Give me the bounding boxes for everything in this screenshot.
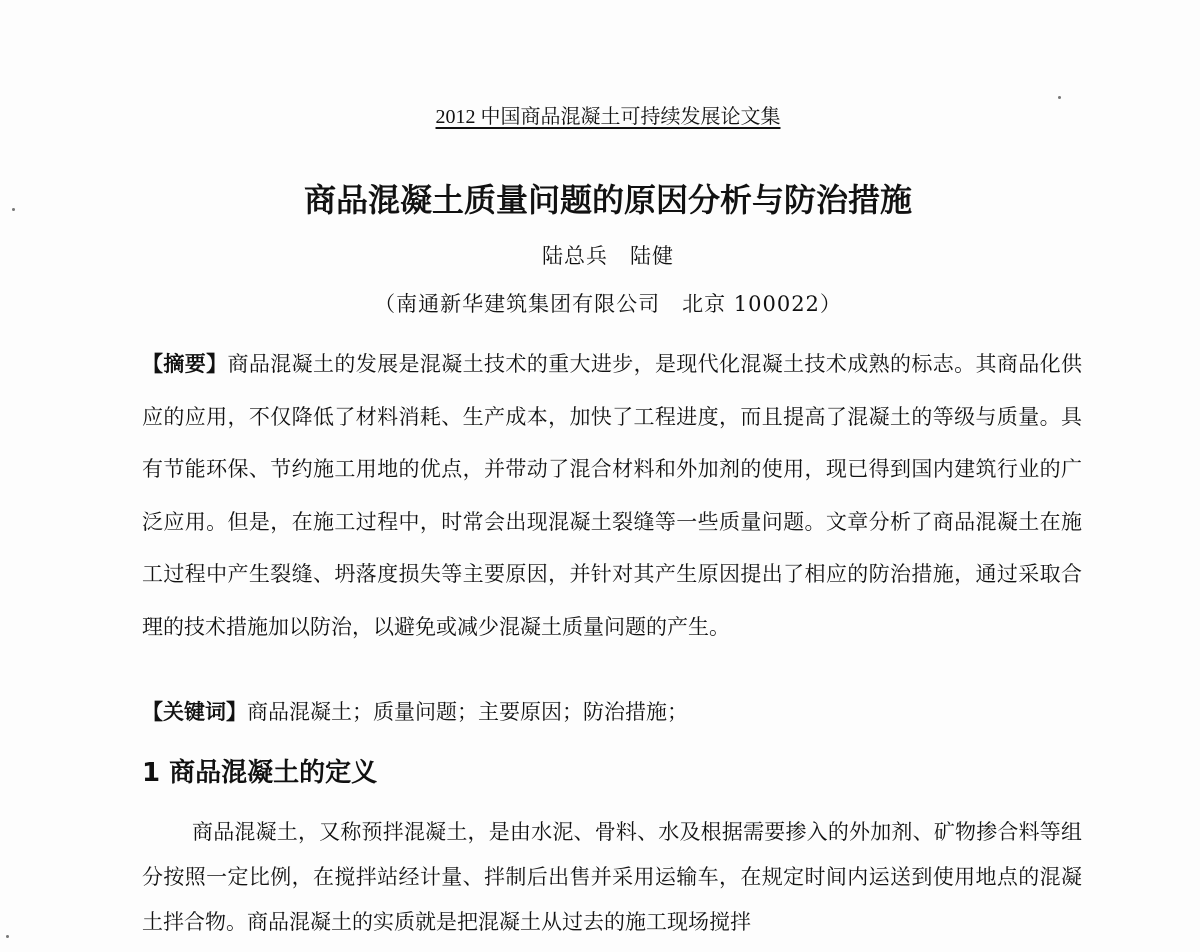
scan-speck (6, 935, 9, 938)
abstract-label: 【摘要】 (142, 351, 228, 376)
abstract-text: 商品混凝土的发展是混凝土技术的重大进步，是现代化混凝土技术成熟的标志。其商品化供应的应用，不仅降低了材料消耗、生产成本，加快了工程进度，而且提高了混凝土的等级与质量。具有节能环保、节约施工用地的优点，并带动了混合材料和外加剂的使用，现已得到国内建筑行业的广泛应用。但是，在施工过程中，时常会出现混凝土裂缝等一些质量问题。文章分析了商品混凝土在施工过程中产生裂缝、坍落度损失等主要原因，并针对其产生原因提出了相应的防治措施，通过采取合理的技术措施加以防治，以避免或减少混凝土质量问题的产生。 (142, 352, 1083, 639)
scan-speck (12, 208, 15, 211)
authors: 陆总兵 陆健 (542, 244, 674, 268)
paper-title: 商品混凝土质量问题的原因分析与防治措施 (303, 181, 912, 219)
abstract (142, 338, 1082, 653)
section-heading: 1 商品混凝土的定义 (142, 758, 378, 788)
collection-title: 2012 中国商品混凝土可持续发展论文集 (435, 106, 781, 128)
keywords (142, 692, 1082, 732)
keywords-label: 【关键词】 (142, 699, 247, 724)
affiliation: （南通新华建筑集团有限公司 北京 100022） (374, 292, 842, 316)
scan-speck (1058, 96, 1061, 99)
keywords-text: 商品混凝土；质量问题；主要原因；防治措施； (247, 700, 688, 724)
section-body: 商品混凝土，又称预拌混凝土，是由水泥、骨料、水及根据需要掺入的外加剂、矿物掺合料等组分按照一定比例，在搅拌站经计量、拌制后出售并采用运输车，在规定时间内运送到使用地点的混凝土拌合物。商品混凝土的实质就是把混凝土从过去的施工现场搅拌 (142, 820, 1082, 934)
